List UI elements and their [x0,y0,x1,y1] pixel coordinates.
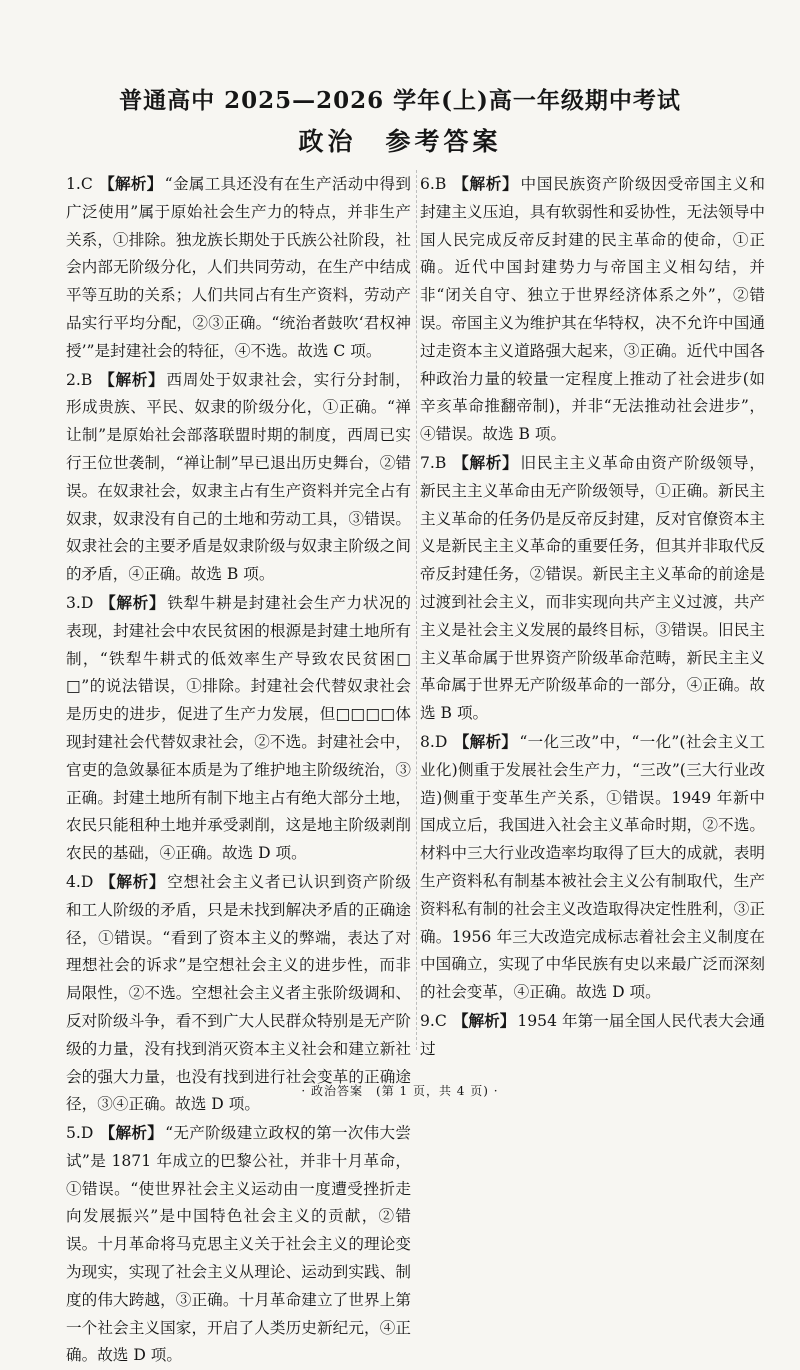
answer-text: 旧民主主义革命由资产阶级领导，新民主主义革命由无产阶级领导，①正确。新民主主义革命的任务仍是反帝反封建，反对官僚资本主义是新民主主义革命的重要任务，但其并非取代反帝反封建任务，②错误。新民主主义革命的前途是过渡到社会主义，而非实现向共产主义过渡，共产主义是社会主义发展的最终目标，③错误。旧民主主义革命属于世界资产阶级革命范畴，新民主主义革命属于世界无产阶级革命的一部分，④正确。故选 B 项。 [420,453,765,723]
answer-text: 铁犁牛耕是封建社会生产力状况的表现，封建社会中农民贫困的根源是封建土地所有制，“铁犁牛耕式的低效率生产导致农民贫困□□”的说法错误，①排除。封建社会代替奴隶社会是历史的进步，促进了生产力发展，但□□□□体现封建社会代替奴隶社会，②不选。封建社会中，官吏的急敛暴征本质是为了维护地主阶级统治，③正确。封建土地所有制下地主占有绝大部分土地，农民只能租种土地并承受剥削，这是地主阶级剥削农民的基础，④正确。故选 D 项。 [66,593,411,863]
analysis-tag: 【解析】 [99,1123,164,1143]
answer-item [420,170,765,449]
answer-number: 1.C [66,175,93,193]
answer-text: 1954 年第一届全国人民代表大会通过 [420,1011,765,1058]
answer-item [66,589,411,868]
answer-number: 4.D [66,872,94,891]
answer-number: 9.C [420,1011,447,1030]
answer-item [66,366,411,589]
left-column [66,170,411,1370]
right-column [420,170,765,1064]
answer-item [420,728,765,1007]
analysis-tag: 【解析】 [453,731,518,751]
answer-text: “金属工具还没有在生产活动中得到广泛使用”属于原始社会生产力的特点，并非生产关系，①排除。独龙族长期处于氏族公社阶段，社会内部无阶级分化，人们共同劳动，在生产中结成平等互助的关系；人们共同占有生产资料，劳动产品实行平均分配，②③正确。“统治者鼓吹‘君权神授’”是封建社会的特征，④不选。故选 C 项。 [66,175,411,360]
analysis-tag: 【解析】 [99,592,166,612]
answer-text: 西周处于奴隶社会，实行分封制，形成贵族、平民、奴隶的阶级分化，①正确。“禅让制”是原始社会部落联盟时期的制度，西周已实行王位世袭制，“禅让制”早已退出历史舞台，②错误。在奴隶社会，奴隶主占有生产资料并完全占有奴隶，奴隶没有自己的土地和劳动工具，③错误。奴隶社会的主要矛盾是奴隶阶级与奴隶主阶级之间的矛盾，④正确。故选 B 项。 [66,370,411,584]
answer-number: 3.D [66,593,94,612]
answer-text: “一化三改”中，“一化”(社会主义工业化)侧重于发展社会生产力，“三改”(三大行业改造)侧重于变革生产关系，①错误。1949 年新中国成立后，我国进入社会主义革命时期，②不选。材料中三大行业改造率均取得了巨大的成就，表明生产资料私有制基本被社会主义公有制取代，生产资料私有制的社会主义改造取得决定性胜利，③正确。1956 年三大改造完成标志着社会主义制度在中国确立，实现了中华民族有史以来最广泛而深刻的社会变革，④正确。故选 D 项。 [420,732,765,1002]
analysis-tag: 【解析】 [452,452,519,472]
answer-number: 5.D [66,1124,94,1143]
answer-number: 7.B [420,453,447,472]
answer-item [420,449,765,728]
answer-text: 中国民族资产阶级因受帝国主义和封建主义压迫，具有软弱性和妥协性，无法领导中国人民完成反帝反封建的民主革命的使命，①正确。近代中国封建势力与帝国主义相勾结，并非“闭关自守、独立于世界经济体系之外”，②错误。帝国主义为维护其在华特权，决不允许中国通过走资本主义道路强大起来，③正确。近代中国各种政治力量的较量一定程度上推动了社会进步(如辛亥革命推翻帝制)，并非“无法推动社会进步”，④错误。故选 B 项。 [420,175,765,444]
answer-text: “无产阶级建立政权的第一次伟大尝试”是 1871 年成立的巴黎公社，并非十月革命，①错误。“使世界社会主义运动由一度遭受挫折走向发展振兴”是中国特色社会主义的贡献，②错误。十月革命将马克思主义关于社会主义的理论变为现实，实现了社会主义从理论、运动到实践、制度的伟大跨越，③正确。十月革命建立了世界上第一个社会主义国家，开启了人类历史新纪元，④正确。故选 D 项。 [66,1124,411,1365]
answer-number: 8.D [420,732,448,751]
page-footer: · 政治答案 (第 1 页，共 4 页) · [301,1084,499,1098]
answer-number: 6.B [420,175,447,193]
answer-number: 2.B [66,370,93,389]
answer-item [420,1007,765,1064]
analysis-tag: 【解析】 [98,369,165,389]
analysis-tag: 【解析】 [99,871,166,891]
analysis-tag: 【解析】 [452,174,519,193]
page-title: 普通高中 2025—2026 学年(上)高一年级期中考试 [119,87,681,114]
answer-item [66,170,411,366]
column-divider [416,170,417,1050]
answer-text: 空想社会主义者已认识到资产阶级和工人阶级的矛盾，只是未找到解决矛盾的正确途径，①错误。“看到了资本主义的弊端，表达了对理想社会的诉求”是空想社会主义的进步性，而非局限性，②不选。空想社会主义者主张阶级调和、反对阶级斗争，看不到广大人民群众特别是无产阶级的力量，没有找到消灭资本主义社会和建立新社会的强大力量，也没有找到进行社会变革的正确途径，③④正确。故选 D 项。 [66,872,411,1114]
page-subtitle: 政治 参考答案 [298,127,502,156]
analysis-tag: 【解析】 [452,1010,516,1030]
answer-item [66,1119,411,1370]
analysis-tag: 【解析】 [98,174,163,193]
